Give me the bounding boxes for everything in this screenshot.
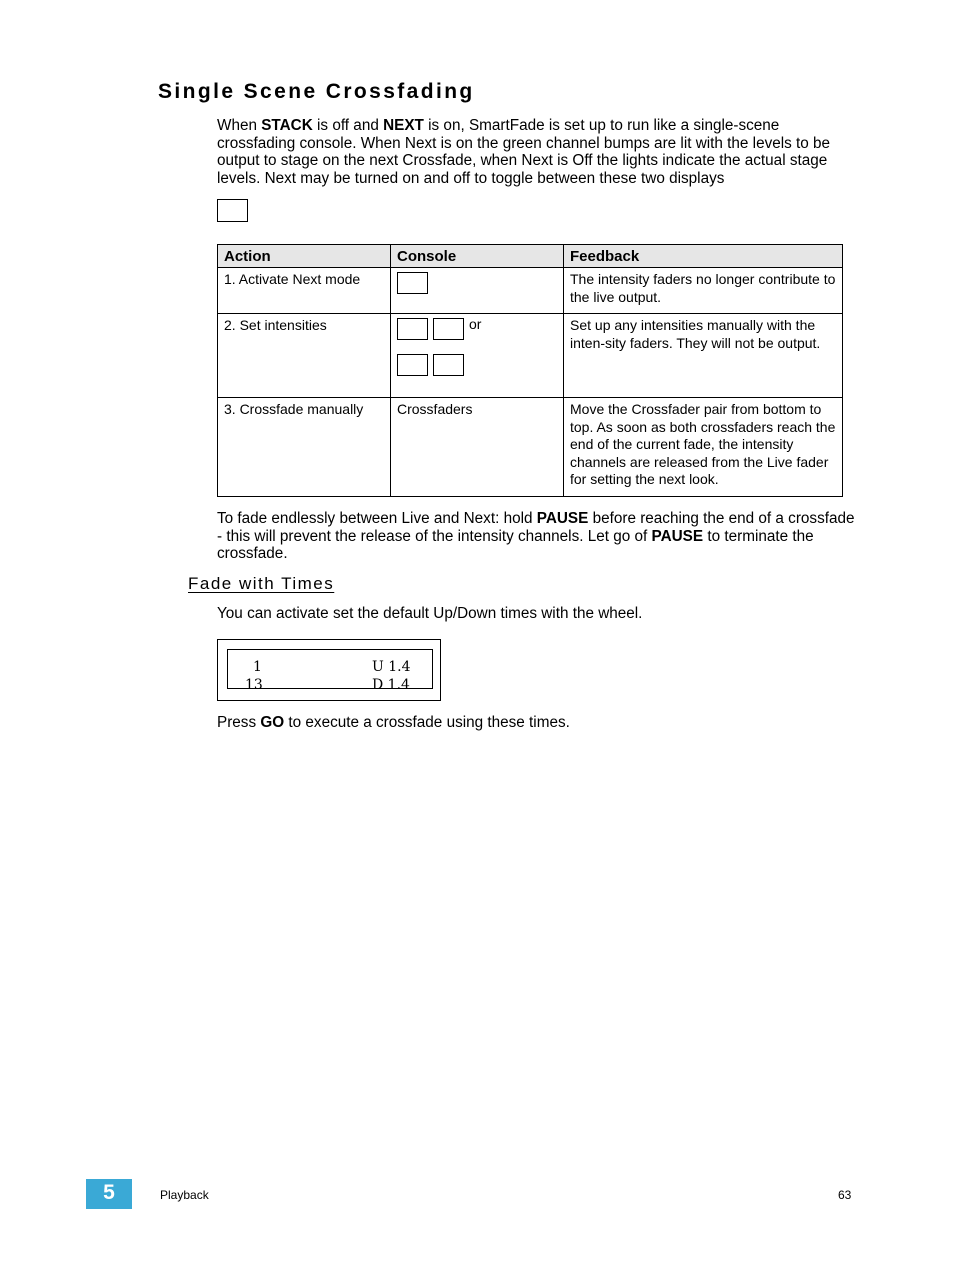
pause-key-text: PAUSE: [651, 527, 704, 545]
feedback-cell: Set up any intensities manually with the inten-sity faders. They will not be output.: [564, 314, 843, 398]
paragraph-text: To fade endlessly between Live and Next: hold: [217, 510, 537, 527]
paragraph-text: Press: [217, 714, 261, 731]
lcd-line1-right: U 1.4: [372, 659, 411, 675]
or-label: or: [469, 316, 482, 332]
key-row: [397, 272, 558, 296]
key-graphic: [433, 354, 464, 376]
key-graphic: [397, 354, 428, 376]
paragraph-text: to terminate the crossfade.: [217, 527, 814, 563]
lcd-display: [217, 639, 441, 701]
lcd-screen: [227, 649, 433, 693]
paragraph-text: to execute a crossfade using these times.: [284, 714, 570, 731]
header-console: Console: [391, 245, 564, 268]
chapter-number-badge: 5: [86, 1179, 132, 1209]
lcd-line2-left: 13: [245, 677, 263, 693]
feedback-cell: Move the Crossfader pair from bottom to top. As soon as both crossfaders reach the end of the current fade, the intensity channels are released from the Live fader for setting the next look.: [564, 398, 843, 497]
stack-key-text: STACK: [261, 117, 313, 134]
next-key-graphic: [217, 199, 248, 222]
subsection-paragraph: You can activate set the default Up/Down times with the wheel.: [217, 605, 643, 622]
steps-table: [217, 244, 843, 497]
next-key-graphic: [397, 272, 428, 294]
console-cell: Crossfaders: [391, 398, 564, 497]
action-cell: 1. Activate Next mode: [218, 268, 391, 314]
intro-paragraph: [217, 117, 857, 188]
endless-fade-paragraph: [217, 510, 857, 563]
intro-text: is off and: [312, 117, 384, 134]
intro-text: is on, SmartFade is set up to run like a single-scene crossfading console. When Next is on the green channel bumps are lit with the levels to be output to stage on the next Crossfade, when Next is Off the lights indicate the actual stage levels. Next may be turned on and off to toggle between these two displays: [217, 117, 831, 188]
table-row: [218, 314, 843, 398]
pause-key-text: PAUSE: [536, 510, 589, 527]
intro-text: When: [217, 117, 262, 134]
section-title: Single Scene Crossfading: [158, 80, 475, 103]
lcd-line1-left: 1: [253, 659, 262, 675]
header-feedback: Feedback: [564, 245, 843, 268]
paragraph-text: before reaching the end of a crossfade - this will prevent the release of the intensity channels. Let go of: [217, 510, 855, 545]
feedback-cell: The intensity faders no longer contribute to the live output.: [564, 268, 843, 314]
header-action: Action: [218, 245, 391, 268]
go-key-text: GO: [260, 714, 285, 731]
key-row: [397, 318, 558, 342]
footer-page-number: 63: [838, 1188, 852, 1202]
action-cell: 2. Set intensities: [218, 314, 391, 398]
footer-section-name: Playback: [160, 1188, 209, 1202]
table-row: [218, 398, 843, 497]
key-graphic: [433, 318, 464, 340]
press-go-paragraph: [217, 714, 857, 732]
table-row: [218, 268, 843, 314]
table-header-row: [218, 245, 843, 268]
next-key-text: NEXT: [383, 117, 424, 134]
lcd-line2-right: D 1.4: [372, 677, 410, 693]
console-cell: [391, 314, 564, 398]
key-graphic: [397, 318, 428, 340]
console-cell: [391, 268, 564, 314]
subsection-title: Fade with Times: [188, 574, 335, 593]
action-cell: 3. Crossfade manually: [218, 398, 391, 497]
key-row: [397, 354, 558, 378]
